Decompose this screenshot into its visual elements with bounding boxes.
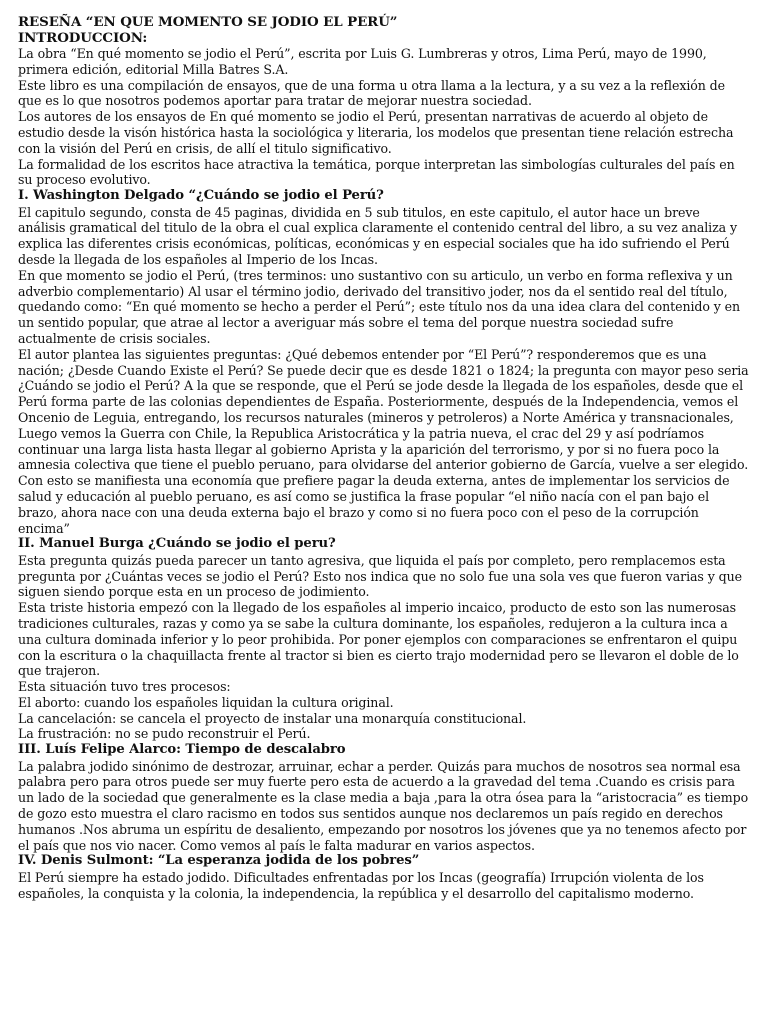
paragraph: La formalidad de los escritos hace atractiva la temática, porque interpretan las simbologías culturales del país en su proceso evolutivo. — [18, 156, 735, 188]
paragraph: El aborto: cuando los españoles liquidan la cultura original. — [18, 694, 394, 710]
paragraph: En que momento se jodio el Perú, (tres terminos: uno sustantivo con su articulo, un verbo en forma reflexiva y un adverbio complementario) Al usar el término jodio, derivado del transitivo joder, nos da el sentido real del título, quedando como: “En qué momento se hecho a perder el Perú”; este título nos da una idea clara del contenido y en un sentido popular, que atrae al lector a averiguar más sobre el tema del porque nuestra sociedad sufre actualmente de crisis sociales. — [18, 267, 741, 346]
paragraph: La cancelación: se cancela el proyecto de instalar una monarquía constitucional. — [18, 710, 527, 726]
section-heading: I. Washington Delgado “¿Cuándo se jodio el Perú? — [18, 188, 384, 204]
paragraph: Esta pregunta quizás pueda parecer un tanto agresiva, que liquida el país por completo, pero remplacemos esta pregunta por ¿Cuántas veces se jodio el Perú? Esto nos indica que no solo fue una sola ves que fueron varias y que siguen siendo porque esta en un proceso de jodimiento. — [18, 552, 742, 600]
document-title: RESEÑA “EN QUE MOMENTO SE JODIO EL PERÚ” — [18, 14, 398, 30]
section-heading: IV. Denis Sulmont: “La esperanza jodida de los pobres” — [18, 853, 420, 869]
paragraph: El autor plantea las siguientes preguntas: ¿Qué debemos entender por “El Perú”? responderemos que es una nación; ¿Desde Cuando Existe el Perú? Se puede decir que es desde 1821 o 1824; la pregunta con mayor peso seria ¿Cuándo se jodio el Perú? A la que se responde, que el Perú se jode desde la llegada de los españoles, desde que el Perú forma parte de las colonias dependientes de España. Posteriormente, después de la Independencia, vemos el Oncenio de Leguia, entregando, los recursos naturales (mineros y petroleros) a Norte América y transnacionales, Luego vemos la Guerra con Chile, la Republica Aristocrática y la patria nueva, el crac del 29 y así podríamos continuar una larga lista hasta llegar al gobierno Aprista y la aparición del terrorismo, y por si no fuera poco la amnesia colectiva que tiene el pueblo peruano, para olvidarse del anterior gobierno de García, vuelve a ser elegido. — [18, 346, 749, 473]
section-heading: III. Luís Felipe Alarco: Tiempo de descalabro — [18, 742, 346, 758]
paragraph: El Perú siempre ha estado jodido. Dificultades enfrentadas por los Incas (geografía) Irrupción violenta de los españoles, la conquista y la colonia, la independencia, la república y el desarrollo del capitalismo moderno. — [18, 869, 704, 901]
paragraph: Este libro es una compilación de ensayos, que de una forma u otra llama a la lectura, y a su vez a la reflexión de que es lo que nosotros podemos aportar para tratar de mejorar nuestra sociedad. — [18, 77, 725, 109]
paragraph: Esta situación tuvo tres procesos: — [18, 679, 231, 695]
paragraph: La obra “En qué momento se jodio el Perú”, escrita por Luis G. Lumbreras y otros, Lima Perú, mayo de 1990, primera edición, editorial Milla Batres S.A. — [18, 46, 707, 77]
paragraph: La palabra jodido sinónimo de destrozar, arruinar, echar a perder. Quizás para muchos de nosotros sea normal esa palabra pero para otros puede ser muy fuerte pero esta de acuerdo a la gravedad del tema .Cuando es crisis para un lado de la sociedad que generalmente es la clase media a baja ,para la otra ósea para la “aristocracia” es tiempo de gozo esto muestra el claro racismo en todos sus sentidos aunque nos declaremos un país regido en derechos humanos .Nos abruma un espíritu de desaliento, empezando por nosotros los jóvenes que ya no tenemos afecto por el país que nos vio nacer. Como vemos al país le falta madurar en varios aspectos. — [18, 758, 749, 853]
paragraph: Con esto se manifiesta una economía que prefiere pagar la deuda externa, antes de implementar los servicios de salud y educación al pueblo peruano, es así como se justifica la frase popular “el niño nacía con el pan bajo el brazo, ahora nace con una deuda externa bajo el brazo y como si no fuera poco con el peso de la corrupción encima” — [18, 473, 730, 536]
paragraph: La frustración: no se pudo reconstruir el Perú. — [18, 726, 311, 742]
paragraph: Esta triste historia empezó con la llegado de los españoles al imperio incaico, producto de esto son las numerosas tradiciones culturales, razas y como ya se sabe la cultura dominante, los españoles, redujeron a la cultura inca a una cultura dominada inferior y lo peor prohibida. Por poner ejemplos con comparaciones se enfrentaron el quipu con la escritura o la chaquillacta frente al tractor si bien es cierto trajo modernidad pero se llevaron el doble de lo que trajeron. — [18, 600, 739, 679]
section-heading: II. Manuel Burga ¿Cuándo se jodio el peru? — [18, 536, 336, 552]
paragraph: El capitulo segundo, consta de 45 paginas, dividida en 5 sub titulos, en este capitulo, el autor hace un breve análisis gramatical del titulo de la obra el cual explica claramente el contenido central del libro, a su vez analiza y explica las diferentes crisis económicas, políticas, económicas y en especial sociales que ha ido sufriendo el Perú desde la llegada de los españoles al Imperio de los Incas. — [18, 204, 737, 267]
intro-heading: INTRODUCCION: — [18, 30, 148, 46]
paragraph: Los autores de los ensayos de En qué momento se jodio el Perú, presentan narrativas de acuerdo al objeto de estudio desde la visón histórica hasta la sociológica y literaria, los modelos que presentan tiene relación estrecha con la visión del Perú en crisis, de allí el titulo significativo. — [18, 109, 734, 156]
